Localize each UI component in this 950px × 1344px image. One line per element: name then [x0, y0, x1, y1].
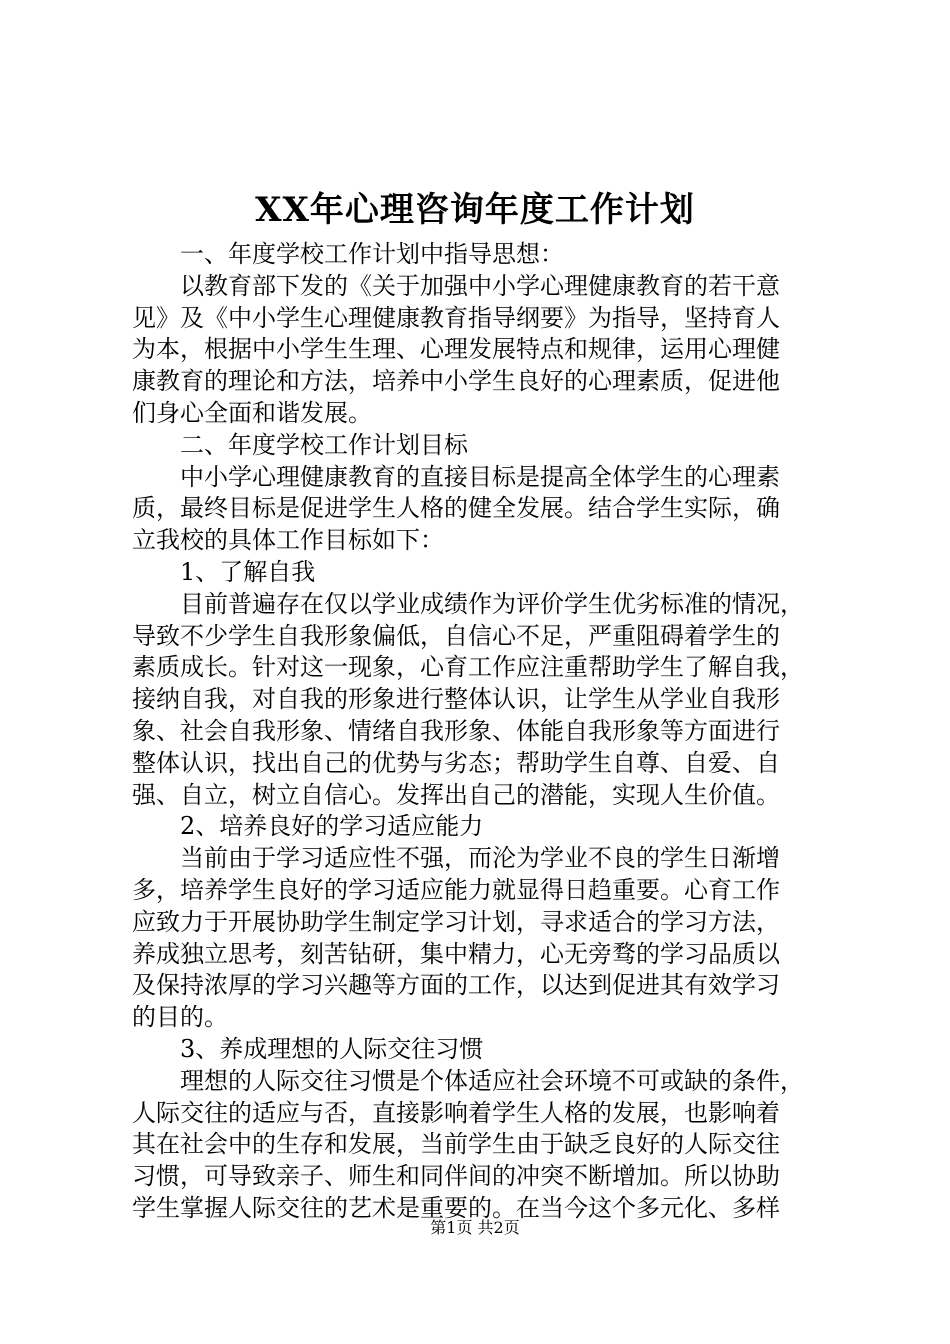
- text-line: 立我校的具体工作目标如下：: [132, 526, 444, 555]
- text-line: 理想的人际交往习惯是个体适应社会环境不可或缺的条件，: [180, 1066, 804, 1095]
- text-line: 中小学心理健康教育的直接目标是提高全体学生的心理素: [180, 462, 780, 491]
- text-line: 其在社会中的生存和发展，当前学生由于缺乏良好的人际交往: [132, 1130, 780, 1159]
- document-body: [132, 239, 832, 1225]
- text-line: 3、养成理想的人际交往习惯: [180, 1034, 484, 1063]
- text-line: 当前由于学习适应性不强，而沦为学业不良的学生日渐增: [180, 844, 780, 873]
- text-line: 导致不少学生自我形象偏低，自信心不足，严重阻碍着学生的: [132, 621, 780, 650]
- text-line: 见》及《中小学生心理健康教育指导纲要》为指导，坚持育人: [132, 303, 780, 332]
- text-line: 象、社会自我形象、情绪自我形象、体能自我形象等方面进行: [132, 716, 780, 745]
- text-line: 多，培养学生良好的学习适应能力就显得日趋重要。心育工作: [132, 875, 780, 904]
- text-line: 习惯，可导致亲子、师生和同伴间的冲突不断增加。所以协助: [132, 1162, 780, 1191]
- text-line: 为本，根据中小学生生理、心理发展特点和规律，运用心理健: [132, 335, 780, 364]
- text-line: 素质成长。针对这一现象，心育工作应注重帮助学生了解自我，: [132, 653, 804, 682]
- text-line: 康教育的理论和方法，培养中小学生良好的心理素质，促进他: [132, 367, 780, 396]
- text-line: 人际交往的适应与否，直接影响着学生人格的发展，也影响着: [132, 1098, 780, 1127]
- text-line: 们身心全面和谐发展。: [132, 398, 372, 427]
- text-line: 的目的。: [132, 1003, 228, 1032]
- text-line: 养成独立思考，刻苦钻研，集中精力，心无旁骛的学习品质以: [132, 939, 780, 968]
- text-line: 强、自立，树立自信心。发挥出自己的潜能，实现人生价值。: [132, 780, 780, 809]
- text-line: 质，最终目标是促进学生人格的健全发展。结合学生实际，确: [132, 494, 780, 523]
- text-line: 接纳自我，对自我的形象进行整体认识，让学生从学业自我形: [132, 685, 780, 714]
- text-line: 应致力于开展协助学生制定学习计划，寻求适合的学习方法，: [132, 907, 780, 936]
- text-line: 二、年度学校工作计划目标: [180, 430, 468, 459]
- text-line: 学生掌握人际交往的艺术是重要的。在当今这个多元化、多样: [132, 1193, 780, 1222]
- text-line: 目前普遍存在仅以学业成绩作为评价学生优劣标准的情况，: [180, 589, 804, 618]
- text-line: 1、了解自我: [180, 557, 316, 586]
- page-footer: 第1页 共2页: [430, 1218, 520, 1237]
- text-line: 整体认识，找出自己的优势与劣态；帮助学生自尊、自爱、自: [132, 748, 780, 777]
- text-line: 以教育部下发的《关于加强中小学心理健康教育的若干意: [180, 271, 780, 300]
- text-line: 2、培养良好的学习适应能力: [180, 812, 484, 841]
- text-line: 一、年度学校工作计划中指导思想：: [180, 240, 564, 268]
- text-line: 及保持浓厚的学习兴趣等方面的工作，以达到促进其有效学习: [132, 971, 780, 1000]
- document-title: XX年心理咨询年度工作计划: [255, 190, 695, 230]
